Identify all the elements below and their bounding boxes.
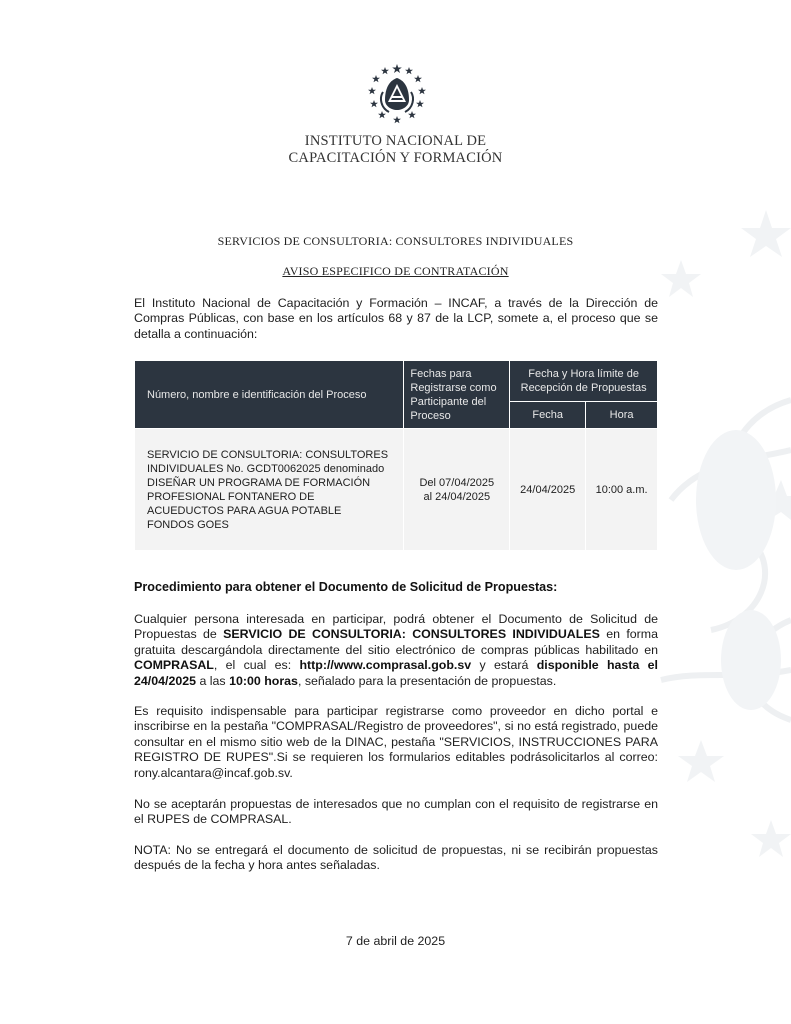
table-row [135,429,658,551]
registration-dates [404,429,510,551]
institution-name-line2: CAPACITACIÓN Y FORMACIÓN [288,150,503,166]
process-description: SERVICIO DE CONSULTORIA: CONSULTORES INDIVIDUALES No. GCDT0062025 denominado DISEÑAR UN PROGRAMA DE FORMACIÓN PROFESIONAL FONTANERO DE ACUEDUCTOS PARA AGUA POTABLE FONDOS GOES [135,429,404,551]
p1-bold-service: SERVICIO DE CONSULTORIA: CONSULTORES INDIVIDUALES [223,627,600,642]
procedure-paragraph-1 [134,612,658,689]
header-registration-dates: Fechas para Registrarse como Participante del Proceso [404,361,510,429]
comprasal-url: http://www.comprasal.gob.sv [299,658,472,673]
p1-bold-available: disponible hasta el 24/04/2025 [134,658,658,688]
header-process-number: Número, nombre e identificación del Proceso [135,361,404,429]
coat-of-arms-watermark [641,200,791,900]
document-subtitle: AVISO ESPECIFICO DE CONTRATACIÓN [282,264,509,278]
process-table [134,360,658,551]
registration-dates-to: al 24/04/2025 [423,490,491,503]
p1-text-5: a las [196,673,230,688]
p1-text-2: en forma gratuita descargándola directamente del sitio electrónico de compras públicas habilitado en [134,627,658,657]
registration-dates-from: Del 07/04/2025 [419,476,495,489]
document-title: SERVICIOS DE CONSULTORIA: CONSULTORES INDIVIDUALES [217,234,574,248]
intro-paragraph: El Instituto Nacional de Capacitación y Formación – INCAF, a través de la Dirección de Compras Públicas, con base en los artículos 68 y 87 de la LCP, somete a, el proceso que se detalla a continuación: [134,296,658,341]
p1-bold-hour: 10:00 horas [229,673,298,688]
procedure-heading: Procedimiento para obtener el Documento de Solicitud de Propuestas: [134,580,558,594]
p1-text-3: , el cual es: [213,658,300,673]
p1-bold-comprasal: COMPRASAL [134,658,214,673]
p1-text-1: Cualquier persona interesada en participar, podrá obtener el Documento de Solicitud de Propuestas de [134,612,658,642]
document-date: 7 de abril de 2025 [345,934,446,948]
procedure-paragraph-4: NOTA: No se entregará el documento de solicitud de propuestas, ni se recibirán propuestas después de la fecha y hora antes señaladas. [134,843,658,873]
el-salvador-coat-of-arms-icon [365,62,429,128]
institution-name-line1: INSTITUTO NACIONAL DE [304,133,487,149]
table-header-row [135,361,658,402]
header-date: Fecha [510,401,586,428]
institution-name [0,133,791,167]
deadline-date: 24/04/2025 [510,429,586,551]
header-time: Hora [586,401,658,428]
header-deadline: Fecha y Hora límite de Recepción de Propuestas [510,361,658,402]
procedure-paragraph-3: No se aceptarán propuestas de interesados que no cumplan con el requisito de registrarse en el RUPES de COMPRASAL. [134,797,658,827]
procedure-paragraph-2: Es requisito indispensable para participar registrarse como proveedor en dicho portal e inscribirse en la pestaña "COMPRASAL/Registro de proveedores", si no está registrado, puede consultar en el mismo sitio web de la DINAC, pestaña "SERVICIOS, INSTRUCCIONES PARA REGISTRO DE RUPES".Si se requieren los formularios editables podrásolicitarlos al correo: rony.alcantara@incaf.gob.sv. [134,704,658,780]
p1-text-4: y estará [471,658,537,673]
p1-text-6: , señalado para la presentación de propuestas. [297,673,557,688]
deadline-time: 10:00 a.m. [586,429,658,551]
